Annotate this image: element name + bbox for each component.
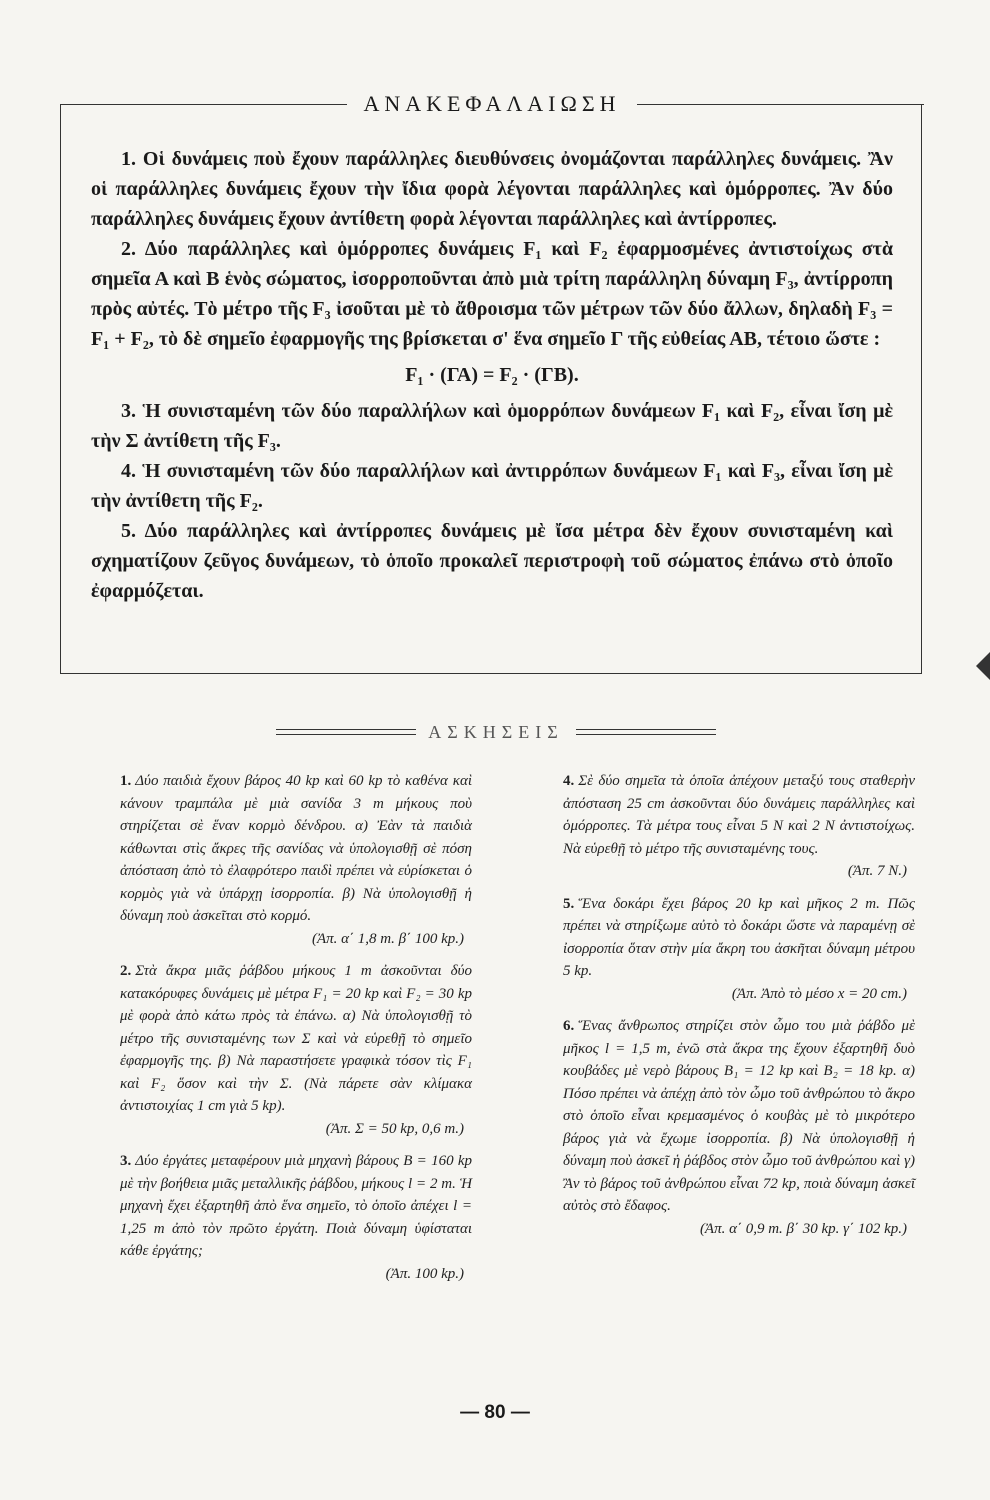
page-edge-marker-icon bbox=[976, 652, 990, 680]
summary-title: ΑΝΑΚΕΦΑΛΑΙΩΣΗ bbox=[363, 91, 621, 116]
exercises-left-column bbox=[120, 770, 472, 1295]
summary-box bbox=[60, 104, 922, 674]
exercise-answer: (Ἀπ. 7 N.) bbox=[847, 863, 907, 879]
exercises-heading bbox=[276, 720, 716, 744]
exercise-answer: (Ἀπ. 100 kp.) bbox=[385, 1265, 464, 1282]
summary-formula: F₁ · (ΓΑ) = F₂ · (ΓΒ). bbox=[405, 364, 579, 386]
summary-item-3: 3. Ἡ συνισταμένη τῶν δύο παραλλήλων καὶ ὁμορρόπων δυνάμεων F₁ καὶ F₂, εἶναι ἴση μὲ τὴν Σ ἀντίθετη τῆς F₃. bbox=[91, 400, 893, 452]
exercise-text: Σὲ δύο σημεῖα τὰ ὁποῖα ἀπέχουν μεταξύ τους σταθερὴν ἀπόσταση 25 cm ἀσκοῦνται δύο δυνάμεις παράλληλες καὶ ὁμόρροπες. Τὰ μέτρα τους εἶναι 5 N καὶ 2 N ἀντιστοίχως. Νὰ εὑρεθῇ τὸ μέτρο τῆς συνισταμένης τους. bbox=[563, 773, 915, 857]
exercises-right-column bbox=[563, 770, 915, 1250]
exercise-number: 3. bbox=[120, 1153, 132, 1169]
page-number: — 80 — bbox=[460, 1402, 530, 1423]
exercise-text: Δύο ἐργάτες μεταφέρουν μιὰ μηχανὴ βάρους B = 160 kp μὲ τὴν βοήθεια μιᾶς μεταλλικῆς ῥάβδου, μήκους l = 2 m. Ἡ μηχανὴ ἔχει ἐξαρτηθῆ ἀπὸ ἕνα σημεῖο, τὸ ὁποῖο ἀπέχει l = 1,25 m ἀπὸ τὸν πρῶτο ἐργάτη. Ποιὰ δύναμη ὑφίσταται κάθε ἐργάτης; bbox=[120, 1153, 472, 1259]
exercise-6 bbox=[563, 1015, 915, 1240]
exercise-1 bbox=[120, 770, 472, 950]
heading-double-rule-right bbox=[576, 729, 716, 735]
exercise-4 bbox=[563, 770, 915, 883]
exercise-answer: (Ἀπ. α΄ 0,9 m. β΄ 30 kp. γ΄ 102 kp.) bbox=[699, 1220, 907, 1237]
exercise-text: Στὰ ἄκρα μιᾶς ῥάβδου μήκους 1 m ἀσκοῦνται δύο κατακόρυφες δυνάμεις μὲ μέτρα F₁ = 20 kp καὶ F₂ = 30 kp μὲ φορὰ ἀπὸ κάτω πρὸς τὰ ἐπάνω. α) Νὰ ὑπολογισθῇ τὸ μέτρο τῆς συνισταμένης των Σ καὶ νὰ εὑρεθῇ τὸ σημεῖο ἐφαρμογῆς της. β) Νὰ παραστήσετε γραφικὰ τόσον τὶς F₁ καὶ F₂ ὅσον καὶ τὴν Σ. (Νὰ πάρετε σὰν κλίμακα ἀντιστοιχίας 1 cm γιὰ 5 kp). bbox=[120, 963, 472, 1114]
exercise-3 bbox=[120, 1150, 472, 1285]
heading-double-rule-left bbox=[276, 729, 416, 735]
summary-item-2: 2. Δύο παράλληλες καὶ ὁμόρροπες δυνάμεις F₁ καὶ F₂ ἐφαρμοσμένες ἀντιστοίχως στὰ σημεῖα Α καὶ Β ἑνὸς σώματος, ἰσορροποῦνται ἀπὸ μιὰ τρίτη παράλληλη δύναμη F₃, ἀντίρροπη πρὸς αὐτές. Τὸ μέτρο τῆς F₃ ἰσοῦται μὲ τὸ ἄθροισμα τῶν μέτρων τῶν δύο ἄλλων, δηλαδὴ F₃ = F₁ + F₂, τὸ δὲ σημεῖο ἐφαρμογῆς της βρίσκεται σ' ἕνα σημεῖο Γ τῆς εὐθείας ΑΒ, τέτοιο ὥστε : bbox=[91, 238, 893, 350]
exercises-title: ΑΣΚΗΣΕΙΣ bbox=[428, 721, 564, 742]
exercise-number: 4. bbox=[563, 773, 575, 789]
exercise-number: 1. bbox=[120, 773, 132, 789]
exercise-answer: (Ἀπ. Σ = 50 kp, 0,6 m.) bbox=[325, 1120, 464, 1137]
exercise-number: 5. bbox=[563, 895, 575, 912]
summary-item-1: 1. Οἱ δυνάμεις ποὺ ἔχουν παράλληλες διευθύνσεις ὀνομάζονται παράλληλες δυνάμεις. Ἂν οἱ παράλληλες δυνάμεις ἔχουν τὴν ἴδια φορὰ λέγονται παράλληλες καὶ ὁμόρροπες. Ἂν δύο παράλληλες δυνάμεις ἔχουν ἀντίθετη φορὰ λέγονται παράλληλες καὶ ἀντίρροπες. bbox=[91, 148, 893, 230]
exercise-text: Ἕνας ἄνθρωπος στηρίζει στὸν ὦμο του μιὰ ῥάβδο μὲ μῆκος l = 1,5 m, ἐνῶ στὰ ἄκρα της ἔχουν ἐξαρτηθῆ δυὸ κουβάδες μὲ νερὸ βάρους B₁ = 12 kp καὶ B₂ = 18 kp. α) Πόσο πρέπει νὰ ἀπέχῃ ἀπὸ τὸν ὦμο τοῦ ἀνθρώπου τὸ ἄκρο στὸ ὁποῖο εἶναι κρεμασμένος ὁ κουβὰς μὲ τὸ μικρότερο βάρος γιὰ νὰ ἔχωμε ἰσορροπία. β) Νὰ ὑπολογισθῇ ἡ δύναμη ποὺ ἀσκεῖ ἡ ῥάβδος στὸν ὦμο τοῦ ἀνθρώπου καὶ γ) Ἂν τὸ βάρος τοῦ ἀνθρώπου εἶναι 72 kp, ποιὰ δύναμη ἀσκεῖ αὐτὸς στὸ ἔδαφος. bbox=[563, 1018, 915, 1214]
exercise-text: Δύο παιδιὰ ἔχουν βάρος 40 kp καὶ 60 kp τὸ καθένα καὶ κάνουν τραμπάλα μὲ μιὰ σανίδα 3 m μήκους ποὺ στηρίζεται σὲ ἕναν κορμὸ δένδρου. α) Ἐὰν τὰ παιδιὰ κάθωνται στὶς ἄκρες τῆς σανίδας νὰ ὑπολογισθῇ σὲ πόση ἀπόσταση ἀπὸ τὸ ἐλαφρότερο παιδὶ πρέπει νὰ εὑρίσκεται ὁ κορμὸς γιὰ νὰ ὑπάρχῃ ἰσορροπία. β) Νὰ ὑπολογισθῇ ἡ δύναμη ποὺ ἀσκεῖται στὸ κορμό. bbox=[120, 773, 472, 924]
exercise-text: Ἕνα δοκάρι ἔχει βάρος 20 kp καὶ μῆκος 2 m. Πῶς πρέπει νὰ στηρίξωμε αὐτὸ τὸ δοκάρι ὥστε νὰ παραμένῃ σὲ ἰσορροπία ὅταν στὴν μία ἄκρη του ἀσκῆται δύναμη μέτρου 5 kp. bbox=[563, 895, 915, 979]
summary-item-5: 5. Δύο παράλληλες καὶ ἀντίρροπες δυνάμεις μὲ ἴσα μέτρα δὲν ἔχουν συνισταμένη καὶ σχηματίζουν ζεῦγος δυνάμεων, τὸ ὁποῖο προκαλεῖ περιστροφὴ τοῦ σώματος ἐπάνω στὸ ὁποῖο ἐφαρμόζεται. bbox=[91, 520, 893, 602]
exercise-number: 2. bbox=[120, 963, 132, 979]
exercise-answer: (Ἀπ. α΄ 1,8 m. β΄ 100 kp.) bbox=[312, 930, 464, 947]
exercise-5 bbox=[563, 893, 915, 1006]
summary-item-4: 4. Ἡ συνισταμένη τῶν δύο παραλλήλων καὶ ἀντιρρόπων δυνάμεων F₁ καὶ F₃, εἶναι ἴση μὲ τὴν ἀντίθετη τῆς F₂. bbox=[91, 460, 893, 512]
exercise-2 bbox=[120, 960, 472, 1140]
exercise-number: 6. bbox=[563, 1018, 575, 1034]
exercise-answer: (Ἀπ. Ἀπὸ τὸ μέσο x = 20 cm.) bbox=[731, 985, 907, 1002]
